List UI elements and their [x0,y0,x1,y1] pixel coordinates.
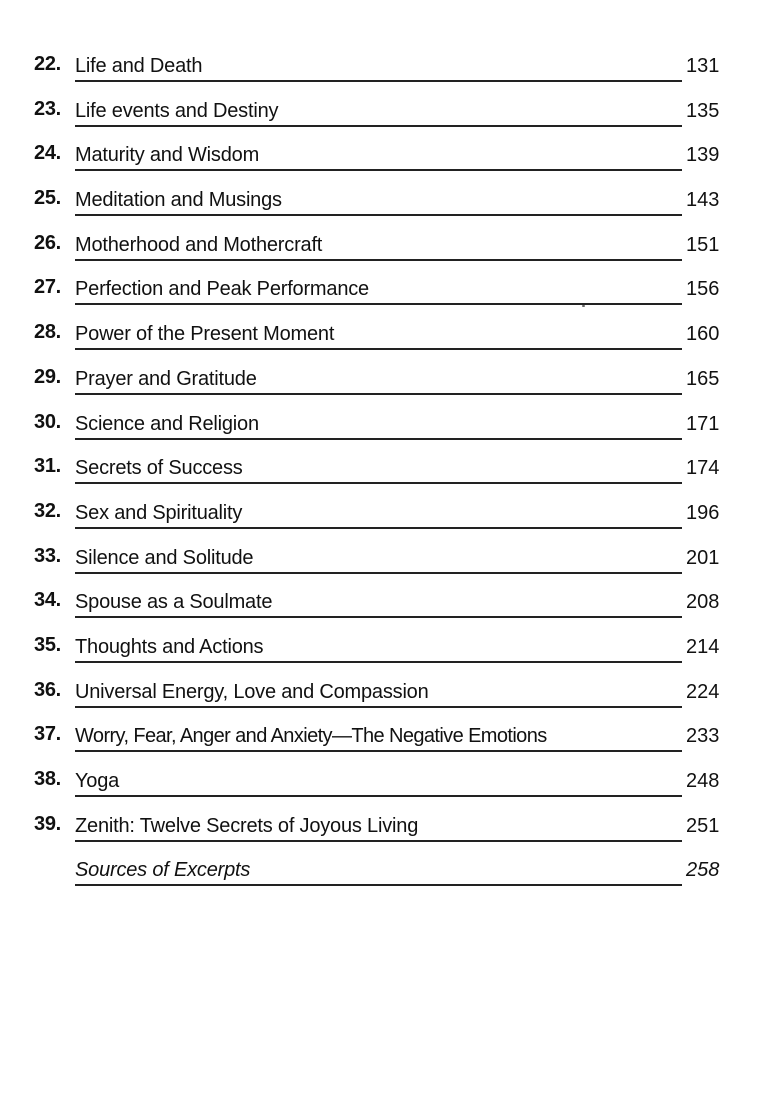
page-number: 165 [686,367,720,390]
page-number: 156 [686,278,720,301]
toc-entry[interactable] [0,46,780,91]
page-number: 174 [686,457,720,480]
toc-entry[interactable] [0,538,780,583]
chapter-number: 26. [34,231,61,254]
chapter-title[interactable]: Prayer and Gratitude [75,366,682,395]
chapter-number: 27. [34,276,61,299]
toc-entry[interactable] [0,493,780,538]
chapter-number: 30. [34,410,61,433]
page-number: 214 [686,635,720,658]
chapter-title[interactable]: Motherhood and Mothercraft [75,232,682,261]
page-number: 201 [686,546,720,569]
chapter-number: 32. [34,499,61,522]
chapter-title[interactable]: Zenith: Twelve Secrets of Joyous Living [75,813,682,842]
page-number: 139 [686,144,720,167]
toc-entry[interactable] [0,269,780,314]
page-number: 131 [686,55,720,77]
chapter-title[interactable]: Meditation and Musings [75,187,682,216]
chapter-number: 39. [34,812,61,835]
chapter-number: 33. [34,544,61,567]
toc-entry[interactable] [0,627,780,672]
page-number: 224 [686,680,720,703]
toc-entry[interactable] [0,135,780,180]
chapter-title[interactable]: Silence and Solitude [75,545,682,574]
toc-entry[interactable] [0,91,780,136]
toc-entry[interactable] [0,672,780,717]
page-number: 160 [686,323,720,346]
toc-entry[interactable] [0,180,780,225]
toc-entry[interactable] [0,761,780,806]
chapter-title[interactable]: Universal Energy, Love and Compassion [75,679,682,708]
toc-entry[interactable] [0,314,780,359]
chapter-title[interactable]: Life and Death [75,53,682,82]
chapter-title[interactable]: Maturity and Wisdom [75,142,682,171]
toc-entry[interactable] [0,716,780,761]
chapter-number: 22. [34,53,61,75]
chapter-title[interactable]: Power of the Present Moment [75,321,682,350]
toc-entry[interactable] [0,806,780,851]
page-number: 251 [686,814,720,837]
chapter-number: 37. [34,723,61,746]
chapter-title[interactable]: Sex and Spirituality [75,500,682,529]
page-number: 233 [686,725,720,748]
page-number: 151 [686,233,720,256]
page-number: 135 [686,99,720,122]
toc-entry-sources[interactable] [0,850,780,895]
chapter-number: 25. [34,187,61,210]
page-number: 248 [686,770,720,792]
chapter-number: 28. [34,321,61,344]
toc-entry[interactable] [0,582,780,627]
chapter-number: 38. [34,768,61,790]
chapter-number: 31. [34,455,61,478]
chapter-title[interactable]: Life events and Destiny [75,98,682,127]
page-number: 196 [686,501,720,524]
toc-entry[interactable] [0,404,780,449]
toc-entry[interactable] [0,448,780,493]
page-number: 143 [686,189,720,212]
chapter-title[interactable]: Secrets of Success [75,455,682,484]
chapter-number: 24. [34,142,61,165]
chapter-number: 36. [34,678,61,701]
chapter-number: 29. [34,365,61,388]
table-of-contents [0,46,780,895]
chapter-number: 23. [34,97,61,120]
toc-entry[interactable] [0,225,780,270]
sources-title[interactable]: Sources of Excerpts [75,857,682,886]
chapter-title[interactable]: Worry, Fear, Anger and Anxiety—The Negative Emotions [75,723,682,752]
page-number: 208 [686,591,720,614]
print-speck [582,305,585,307]
chapter-number: 35. [34,633,61,656]
chapter-title[interactable]: Spouse as a Soulmate [75,589,682,618]
chapter-title[interactable]: Yoga [75,768,682,797]
chapter-title[interactable]: Perfection and Peak Performance [75,276,682,305]
page-number: 258 [686,859,720,882]
chapter-number: 34. [34,589,61,612]
page-number: 171 [686,412,720,435]
chapter-title[interactable]: Science and Religion [75,411,682,440]
chapter-title[interactable]: Thoughts and Actions [75,634,682,663]
toc-entry[interactable] [0,359,780,404]
